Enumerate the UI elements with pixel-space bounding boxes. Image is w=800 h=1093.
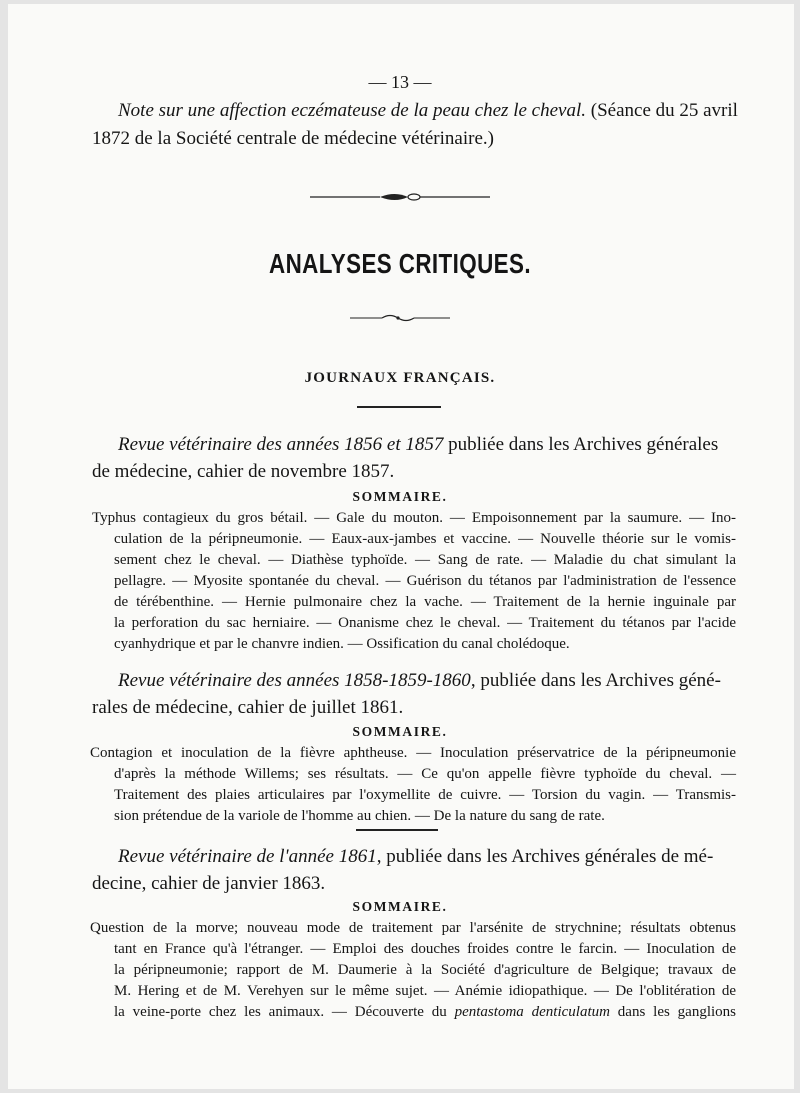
- summary-3-line: M. Hering et de M. Verehyen sur le même sujet. — Anémie idiopathique. — De l'oblitération de: [114, 983, 736, 999]
- note-session: (Séance du 25 avril: [586, 100, 738, 121]
- note-line-2: 1872 de la Société centrale de médecine vétérinaire.): [92, 128, 494, 149]
- review-1-line-1: [118, 434, 754, 456]
- summary-2-line: d'après la méthode Willems; ses résultats. — Ce qu'on appelle fièvre typhoïde du cheval. —: [114, 766, 736, 782]
- ornament-divider-top: [0, 190, 800, 204]
- ornament-flourish-icon: [310, 190, 490, 204]
- summary-1-line: Typhus contagieux du gros bétail. — Gale du mouton. — Empoisonnement par la saumure. — Ino-: [92, 510, 736, 526]
- review-3-publication: , publiée dans les Archives générales de mé-: [376, 846, 714, 867]
- summary-1-line: culation de la péripneumonie. — Eaux-aux-jambes et vaccine. — Nouvelle théorie sur le vomis-: [114, 531, 736, 547]
- species-name: pentastoma denticulatum: [454, 1004, 610, 1020]
- sommaire-label-1: SOMMAIRE.: [352, 489, 448, 504]
- page-number: — 13 —: [368, 72, 432, 92]
- review-3-title: Revue vétérinaire de l'année 1861: [118, 846, 377, 867]
- review-1-title: Revue vétérinaire des années 1856 et 1857: [118, 434, 444, 455]
- review-2-title: Revue vétérinaire des années 1858-1859-1860: [118, 670, 471, 691]
- summary-3-last-start: la veine-porte chez les animaux. — Découverte du: [114, 1004, 455, 1020]
- section-heading: ANALYSES CRITIQUES.: [269, 248, 531, 279]
- summary-3-last-end: dans les ganglions: [609, 1004, 736, 1020]
- summary-3-line: [114, 1004, 736, 1021]
- summary-2-line: sion prétendue de la variole de l'homme au chien. — De la nature du sang de rate.: [114, 808, 605, 824]
- summary-2-line: Traitement des plaies articulaires par l'oxymellite de cuivre. — Torsion du vagin. — Transmis-: [114, 787, 736, 803]
- summary-3-line: tant en France qu'à l'étranger. — Emploi des douches froides contre le farcin. — Inoculation de: [114, 941, 736, 957]
- summary-1-line: cyanhydrique et par le chanvre indien. — Ossification du canal cholédoque.: [114, 636, 570, 652]
- subsection-heading: JOURNAUX FRANÇAIS.: [304, 370, 496, 386]
- sommaire-label-2: SOMMAIRE.: [352, 724, 448, 739]
- ornament-divider-small: [0, 312, 800, 324]
- rule-divider: [356, 829, 438, 831]
- summary-3-line: la péripneumonie; rapport de M. Daumerie à la Société d'agriculture de Belgique; travaux de: [114, 962, 736, 978]
- small-flourish-icon: [350, 312, 450, 324]
- summary-1-line: la perforation du sac herniaire. — Onanisme chez le cheval. — Traitement du tétanos par l'acide: [114, 615, 736, 631]
- rule-divider: [357, 406, 441, 408]
- sommaire-label-3: SOMMAIRE.: [352, 899, 448, 914]
- review-3-line-1: [118, 846, 736, 868]
- summary-2-line: Contagion et inoculation de la fièvre aphtheuse. — Inoculation préservatrice de la péripneumonie: [90, 745, 736, 761]
- review-2-line-2: rales de médecine, cahier de juillet 1861.: [92, 697, 404, 718]
- review-2-publication: , publiée dans les Archives géné-: [470, 670, 721, 691]
- note-title: Note sur une affection eczémateuse de la peau chez le cheval.: [118, 100, 586, 121]
- note-line-1: [118, 100, 754, 122]
- summary-1-line: de térébenthine. — Hernie pulmonaire chez la vache. — Traitement de la hernie inguinale par: [114, 594, 736, 610]
- review-1-line-2: de médecine, cahier de novembre 1857.: [92, 461, 395, 482]
- review-1-publication: publiée dans les Archives générales: [443, 434, 719, 455]
- summary-3-line: Question de la morve; nouveau mode de traitement par l'arsénite de strychnine; résultats obtenus: [90, 920, 736, 936]
- review-3-line-2: decine, cahier de janvier 1863.: [92, 873, 326, 894]
- summary-1-line: sement chez le cheval. — Diathèse typhoïde. — Sang de rate. — Maladie du chat simulant la: [114, 552, 736, 568]
- summary-1-line: pellagre. — Myosite spontanée du cheval. — Guérison du tétanos par l'administration de l'essence: [114, 573, 736, 589]
- review-2-line-1: [118, 670, 736, 692]
